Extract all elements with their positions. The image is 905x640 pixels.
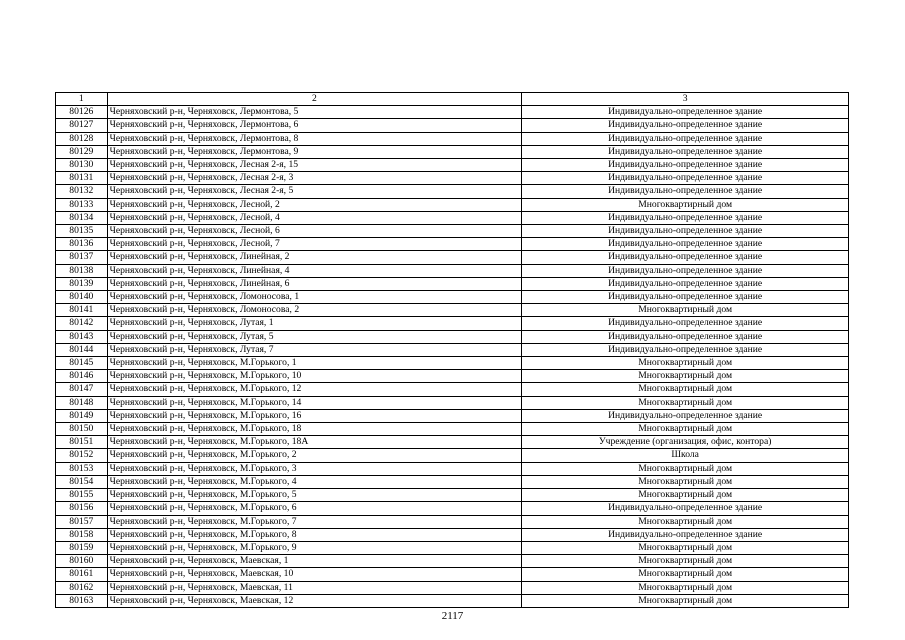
table-row (56, 277, 849, 290)
row-type-cell: Многоквартирный дом (522, 423, 849, 436)
row-type-cell: Индивидуально-определенное здание (522, 264, 849, 277)
row-id-cell: 80159 (56, 541, 108, 554)
table-row (56, 462, 849, 475)
row-address-cell: Черняховский р-н, Черняховск, Ломоносова, 2 (107, 304, 522, 317)
row-address-cell: Черняховский р-н, Черняховск, М.Горького, 2 (107, 449, 522, 462)
row-address-cell: Черняховский р-н, Черняховск, М.Горького, 18А (107, 436, 522, 449)
row-address-cell: Черняховский р-н, Черняховск, Линейная, 4 (107, 264, 522, 277)
row-id-cell: 80161 (56, 568, 108, 581)
row-id-cell: 80138 (56, 264, 108, 277)
row-id-cell: 80134 (56, 211, 108, 224)
row-id-cell: 80145 (56, 357, 108, 370)
row-type-cell: Индивидуально-определенное здание (522, 277, 849, 290)
row-address-cell: Черняховский р-н, Черняховск, М.Горького, 10 (107, 370, 522, 383)
row-id-cell: 80142 (56, 317, 108, 330)
row-id-cell: 80136 (56, 238, 108, 251)
row-address-cell: Черняховский р-н, Черняховск, М.Горького, 5 (107, 489, 522, 502)
table-row (56, 396, 849, 409)
table-row (56, 555, 849, 568)
table-row (56, 370, 849, 383)
row-address-cell: Черняховский р-н, Черняховск, М.Горького, 8 (107, 528, 522, 541)
row-id-cell: 80127 (56, 119, 108, 132)
table-body (56, 106, 849, 608)
row-id-cell: 80163 (56, 594, 108, 607)
row-address-cell: Черняховский р-н, Черняховск, Лермонтова, 6 (107, 119, 522, 132)
row-address-cell: Черняховский р-н, Черняховск, Лесной, 7 (107, 238, 522, 251)
row-type-cell: Индивидуально-определенное здание (522, 502, 849, 515)
row-type-cell: Многоквартирный дом (522, 594, 849, 607)
table-row (56, 264, 849, 277)
row-address-cell: Черняховский р-н, Черняховск, Лесная 2-я, 15 (107, 159, 522, 172)
row-id-cell: 80150 (56, 423, 108, 436)
row-address-cell: Черняховский р-н, Черняховск, М.Горького, 14 (107, 396, 522, 409)
row-id-cell: 80156 (56, 502, 108, 515)
row-type-cell: Индивидуально-определенное здание (522, 291, 849, 304)
row-type-cell: Многоквартирный дом (522, 489, 849, 502)
row-type-cell: Индивидуально-определенное здание (522, 330, 849, 343)
row-address-cell: Черняховский р-н, Черняховск, М.Горького, 4 (107, 475, 522, 488)
row-id-cell: 80129 (56, 145, 108, 158)
table-row (56, 291, 849, 304)
row-type-cell: Многоквартирный дом (522, 396, 849, 409)
row-type-cell: Многоквартирный дом (522, 370, 849, 383)
row-type-cell: Индивидуально-определенное здание (522, 409, 849, 422)
row-type-cell: Многоквартирный дом (522, 304, 849, 317)
row-address-cell: Черняховский р-н, Черняховск, М.Горького, 12 (107, 383, 522, 396)
row-id-cell: 80140 (56, 291, 108, 304)
row-id-cell: 80132 (56, 185, 108, 198)
row-type-cell: Индивидуально-определенное здание (522, 172, 849, 185)
row-address-cell: Черняховский р-н, Черняховск, Маевская, 1 (107, 555, 522, 568)
table-row (56, 409, 849, 422)
row-id-cell: 80157 (56, 515, 108, 528)
row-address-cell: Черняховский р-н, Черняховск, М.Горького, 1 (107, 357, 522, 370)
row-address-cell: Черняховский р-н, Черняховск, Лутая, 5 (107, 330, 522, 343)
row-type-cell: Многоквартирный дом (522, 541, 849, 554)
registry-table (55, 92, 849, 608)
row-address-cell: Черняховский р-н, Черняховск, Лермонтова, 9 (107, 145, 522, 158)
row-id-cell: 80149 (56, 409, 108, 422)
row-type-cell: Многоквартирный дом (522, 462, 849, 475)
table-row (56, 185, 849, 198)
table-row (56, 383, 849, 396)
row-id-cell: 80139 (56, 277, 108, 290)
row-address-cell: Черняховский р-н, Черняховск, М.Горького, 7 (107, 515, 522, 528)
table-row (56, 106, 849, 119)
row-id-cell: 80162 (56, 581, 108, 594)
row-type-cell: Многоквартирный дом (522, 515, 849, 528)
table-row (56, 581, 849, 594)
row-id-cell: 80130 (56, 159, 108, 172)
row-address-cell: Черняховский р-н, Черняховск, Маевская, 10 (107, 568, 522, 581)
row-type-cell: Индивидуально-определенное здание (522, 251, 849, 264)
table-row (56, 317, 849, 330)
row-type-cell: Индивидуально-определенное здание (522, 317, 849, 330)
row-type-cell: Многоквартирный дом (522, 383, 849, 396)
row-address-cell: Черняховский р-н, Черняховск, М.Горького, 16 (107, 409, 522, 422)
row-id-cell: 80155 (56, 489, 108, 502)
table-row (56, 594, 849, 607)
row-type-cell: Индивидуально-определенное здание (522, 132, 849, 145)
row-id-cell: 80152 (56, 449, 108, 462)
row-id-cell: 80141 (56, 304, 108, 317)
column-header-3: 3 (522, 93, 849, 106)
row-id-cell: 80126 (56, 106, 108, 119)
row-address-cell: Черняховский р-н, Черняховск, Лесная 2-я, 5 (107, 185, 522, 198)
row-address-cell: Черняховский р-н, Черняховск, М.Горького, 3 (107, 462, 522, 475)
row-type-cell: Индивидуально-определенное здание (522, 238, 849, 251)
table-row (56, 238, 849, 251)
table-row (56, 343, 849, 356)
row-id-cell: 80160 (56, 555, 108, 568)
row-id-cell: 80144 (56, 343, 108, 356)
table-row (56, 132, 849, 145)
table-row (56, 541, 849, 554)
row-id-cell: 80131 (56, 172, 108, 185)
row-address-cell: Черняховский р-н, Черняховск, Лутая, 1 (107, 317, 522, 330)
row-address-cell: Черняховский р-н, Черняховск, Линейная, 6 (107, 277, 522, 290)
row-type-cell: Школа (522, 449, 849, 462)
table-row (56, 489, 849, 502)
row-id-cell: 80143 (56, 330, 108, 343)
row-type-cell: Учреждение (организация, офис, контора) (522, 436, 849, 449)
table-row (56, 515, 849, 528)
row-address-cell: Черняховский р-н, Черняховск, Ломоносова, 1 (107, 291, 522, 304)
table-row (56, 423, 849, 436)
table-row (56, 528, 849, 541)
row-id-cell: 80147 (56, 383, 108, 396)
row-address-cell: Черняховский р-н, Черняховск, Линейная, 2 (107, 251, 522, 264)
row-address-cell: Черняховский р-н, Черняховск, Лесной, 6 (107, 225, 522, 238)
table-row (56, 159, 849, 172)
row-address-cell: Черняховский р-н, Черняховск, Лермонтова, 8 (107, 132, 522, 145)
table-row (56, 475, 849, 488)
table-row (56, 225, 849, 238)
page-number: 2117 (441, 610, 464, 622)
row-type-cell: Индивидуально-определенное здание (522, 225, 849, 238)
table-row (56, 145, 849, 158)
row-address-cell: Черняховский р-н, Черняховск, Маевская, 11 (107, 581, 522, 594)
table-row (56, 502, 849, 515)
row-type-cell: Индивидуально-определенное здание (522, 119, 849, 132)
table-row (56, 357, 849, 370)
row-address-cell: Черняховский р-н, Черняховск, М.Горького, 18 (107, 423, 522, 436)
row-address-cell: Черняховский р-н, Черняховск, Лесная 2-я, 3 (107, 172, 522, 185)
row-id-cell: 80135 (56, 225, 108, 238)
row-address-cell: Черняховский р-н, Черняховск, Лермонтова, 5 (107, 106, 522, 119)
table-row (56, 251, 849, 264)
row-id-cell: 80153 (56, 462, 108, 475)
row-type-cell: Многоквартирный дом (522, 475, 849, 488)
row-type-cell: Индивидуально-определенное здание (522, 343, 849, 356)
table-row (56, 172, 849, 185)
row-type-cell: Индивидуально-определенное здание (522, 185, 849, 198)
row-id-cell: 80128 (56, 132, 108, 145)
row-type-cell: Многоквартирный дом (522, 198, 849, 211)
table-row (56, 119, 849, 132)
table-header-row (56, 93, 849, 106)
table-row (56, 568, 849, 581)
row-address-cell: Черняховский р-н, Черняховск, Лесной, 4 (107, 211, 522, 224)
table-row (56, 211, 849, 224)
row-type-cell: Индивидуально-определенное здание (522, 159, 849, 172)
table-row (56, 198, 849, 211)
row-type-cell: Многоквартирный дом (522, 555, 849, 568)
row-id-cell: 80158 (56, 528, 108, 541)
row-id-cell: 80154 (56, 475, 108, 488)
row-address-cell: Черняховский р-н, Черняховск, Лесной, 2 (107, 198, 522, 211)
column-header-2: 2 (107, 93, 522, 106)
table-row (56, 449, 849, 462)
row-address-cell: Черняховский р-н, Черняховск, М.Горького, 9 (107, 541, 522, 554)
table-row (56, 436, 849, 449)
row-address-cell: Черняховский р-н, Черняховск, Маевская, 12 (107, 594, 522, 607)
row-id-cell: 80137 (56, 251, 108, 264)
row-id-cell: 80151 (56, 436, 108, 449)
row-type-cell: Индивидуально-определенное здание (522, 145, 849, 158)
row-type-cell: Индивидуально-определенное здание (522, 211, 849, 224)
row-type-cell: Многоквартирный дом (522, 568, 849, 581)
table-row (56, 304, 849, 317)
row-address-cell: Черняховский р-н, Черняховск, М.Горького, 6 (107, 502, 522, 515)
row-type-cell: Многоквартирный дом (522, 581, 849, 594)
table-row (56, 330, 849, 343)
row-id-cell: 80148 (56, 396, 108, 409)
row-id-cell: 80133 (56, 198, 108, 211)
column-header-1: 1 (56, 93, 108, 106)
row-type-cell: Многоквартирный дом (522, 357, 849, 370)
row-type-cell: Индивидуально-определенное здание (522, 106, 849, 119)
row-address-cell: Черняховский р-н, Черняховск, Лутая, 7 (107, 343, 522, 356)
row-id-cell: 80146 (56, 370, 108, 383)
row-type-cell: Индивидуально-определенное здание (522, 528, 849, 541)
